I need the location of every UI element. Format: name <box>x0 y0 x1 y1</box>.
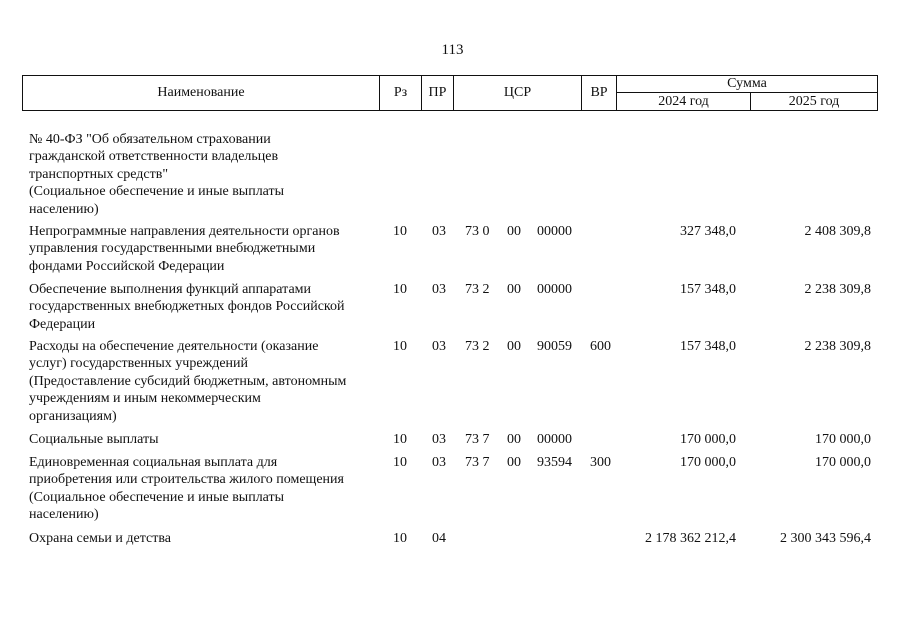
row-amount-2024: 170 000,0 <box>680 432 736 447</box>
header-year-2024: 2024 год <box>658 94 709 109</box>
row-amount-2025: 2 300 343 596,4 <box>780 531 871 546</box>
row-pr: 03 <box>432 282 446 297</box>
row-csr-direction: 93594 <box>537 455 572 470</box>
row-rz: 10 <box>393 432 407 447</box>
row-csr-program: 73 2 <box>465 282 490 297</box>
row-amount-2024: 157 348,0 <box>680 282 736 297</box>
row-amount-2024: 157 348,0 <box>680 339 736 354</box>
row-csr-direction: 90059 <box>537 339 572 354</box>
row-name: Единовременная социальная выплата для приобретения или строительства жилого помещения (Социальное обеспечение и иные выплаты населению) <box>29 455 344 523</box>
row-amount-2025: 170 000,0 <box>815 432 871 447</box>
row-amount-2025: 2 238 309,8 <box>804 339 871 354</box>
row-amount-2024: 327 348,0 <box>680 224 736 239</box>
row-amount-2025: 2 408 309,8 <box>804 224 871 239</box>
row-rz: 10 <box>393 224 407 239</box>
row-csr-program: 73 7 <box>465 432 490 447</box>
row-name: Расходы на обеспечение деятельности (оказание услуг) государственных учреждений (Предоставление субсидий бюджетным, автономным учреждениям и иным некоммерческим организациям) <box>29 339 347 424</box>
row-csr-subprogram: 00 <box>507 455 521 470</box>
row-rz: 10 <box>393 455 407 470</box>
header-pr: ПР <box>428 85 447 100</box>
row-name: Социальные выплаты <box>29 432 159 447</box>
row-rz: 10 <box>393 282 407 297</box>
row-pr: 03 <box>432 224 446 239</box>
row-pr: 04 <box>432 531 446 546</box>
row-vr: 300 <box>590 455 611 470</box>
row-pr: 03 <box>432 339 446 354</box>
row-csr-direction: 00000 <box>537 432 572 447</box>
table-header <box>22 75 878 111</box>
row-csr-direction: 00000 <box>537 224 572 239</box>
row-name: Непрограммные направления деятельности органов управления государственными внебюджетными фондами Российской Федерации <box>29 224 340 274</box>
row-csr-subprogram: 00 <box>507 224 521 239</box>
row-csr-subprogram: 00 <box>507 282 521 297</box>
row-amount-2025: 2 238 309,8 <box>804 282 871 297</box>
row-rz: 10 <box>393 531 407 546</box>
header-csr: ЦСР <box>503 85 532 100</box>
row-csr-direction: 00000 <box>537 282 572 297</box>
row-name: Обеспечение выполнения функций аппаратами государственных внебюджетных фондов Российской Федерации <box>29 282 345 332</box>
row-pr: 03 <box>432 432 446 447</box>
header-sum: Сумма <box>727 76 767 91</box>
sum-divider <box>616 92 878 93</box>
header-vr: ВР <box>590 85 608 100</box>
row-amount-2024: 2 178 362 212,4 <box>645 531 736 546</box>
row-csr-program: 73 7 <box>465 455 490 470</box>
header-year-2025: 2025 год <box>788 94 840 109</box>
header-name: Наименование <box>157 85 245 100</box>
row-rz: 10 <box>393 339 407 354</box>
row-csr-subprogram: 00 <box>507 339 521 354</box>
row-pr: 03 <box>432 455 446 470</box>
row-csr-program: 73 2 <box>465 339 490 354</box>
row-name: Охрана семьи и детства <box>29 531 171 546</box>
row-amount-2025: 170 000,0 <box>815 455 871 470</box>
row-name: № 40-ФЗ "Об обязательном страховании гражданской ответственности владельцев транспортных средств" (Социальное обеспечение и иные выплаты населению) <box>29 132 285 217</box>
page-number: 113 <box>441 42 464 58</box>
row-vr: 600 <box>590 339 611 354</box>
row-csr-program: 73 0 <box>465 224 490 239</box>
row-amount-2024: 170 000,0 <box>680 455 736 470</box>
header-rz: Рз <box>393 85 408 100</box>
header-right-border <box>877 75 878 111</box>
row-csr-subprogram: 00 <box>507 432 521 447</box>
